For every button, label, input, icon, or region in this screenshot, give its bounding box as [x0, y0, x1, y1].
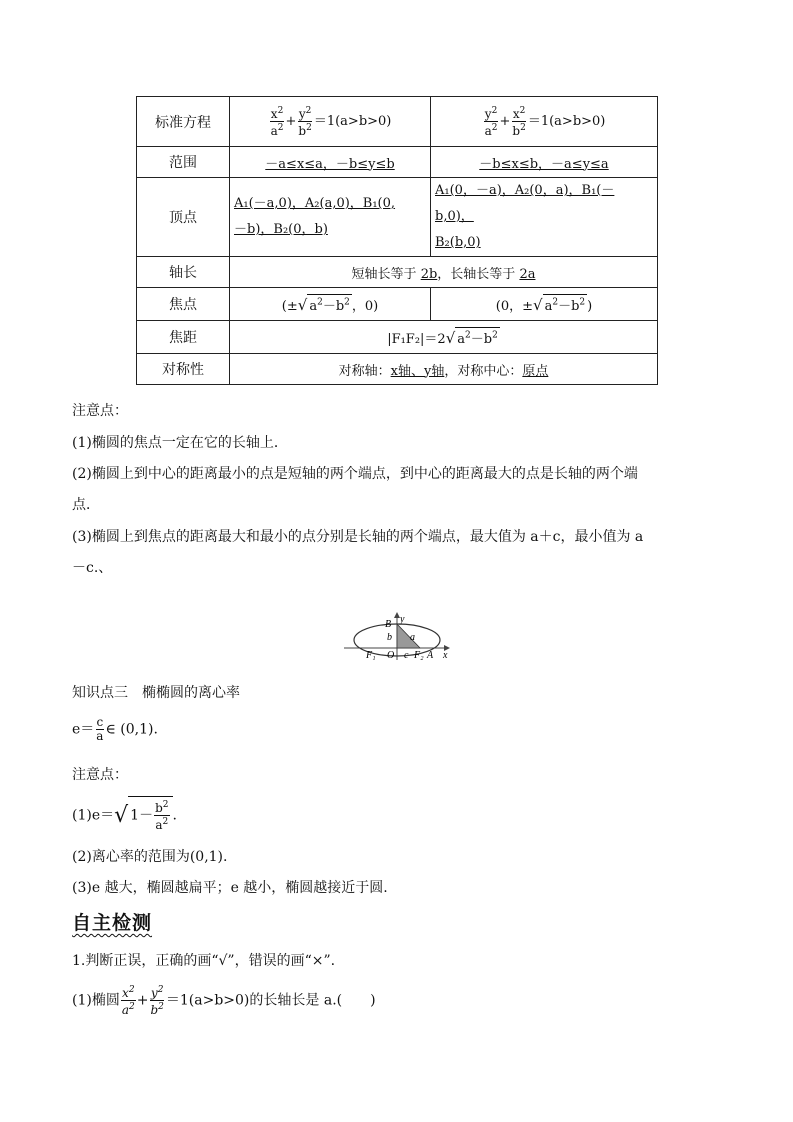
- foci-x-major: (±√ $a^2-b^2$ ，0): [230, 288, 431, 321]
- row-axis-length: [137, 257, 658, 288]
- text: 短轴长等于: [351, 266, 417, 282]
- label-x: x: [443, 650, 448, 661]
- eccentricity-formula: [72, 716, 158, 743]
- ellipse-diagram: [340, 612, 460, 662]
- axis-length-cell: [230, 257, 658, 288]
- fraction: $\frac{c}{a}$: [96, 715, 104, 743]
- label-y: y: [400, 614, 405, 625]
- equation-rhs: ＝1(a>b>0): [527, 114, 606, 129]
- vertices-y-major: [431, 178, 658, 257]
- label-B: B: [385, 619, 392, 630]
- vertices-line: －b)，B₂(0，b): [234, 222, 328, 237]
- fraction: $\frac{y^2}{a^2}$: [484, 106, 498, 138]
- text: ，0): [351, 299, 379, 314]
- text: ，长轴长等于: [437, 266, 516, 282]
- section-title: 知识点三 椭椭圆的离心率: [72, 685, 240, 701]
- note-2a: (2)椭圆上到中心的距离最小的点是短轴的两个端点，到中心的距离最大的点是长轴的两个端: [72, 466, 638, 482]
- label-F1: F₁: [366, 650, 376, 661]
- label-O: O: [387, 650, 395, 661]
- row-head: 标准方程: [137, 97, 230, 147]
- symmetry-cell: [230, 354, 658, 385]
- vertices-line: A₁(0，－a)，A₂(0，a)，B₁(－b,0)，: [435, 183, 615, 224]
- row-symmetry: [137, 354, 658, 385]
- label-a: a: [410, 632, 415, 643]
- fraction: $\frac{y^2}{b^2}$: [298, 106, 312, 138]
- fraction: $\frac{y^2}{b^2}$: [150, 985, 164, 1017]
- note-3b: －c.、: [72, 560, 113, 576]
- text: e＝: [72, 721, 95, 738]
- eccentricity-note-1: (1)e＝√ 1－ $\frac{b^2}{a^2}$ .: [72, 796, 177, 832]
- text: |F₁F₂|＝2: [387, 332, 446, 347]
- text: (1)e＝: [72, 807, 115, 824]
- equation-x-major: $\frac{x^2}{a^2}$ + $\frac{y^2}{b^2}$ ＝1(a>b>0): [230, 97, 431, 147]
- row-head: 焦点: [137, 288, 230, 321]
- focal-distance-cell: |F₁F₂|＝2√ $a^2-b^2$: [230, 321, 658, 354]
- row-vertices: [137, 178, 658, 257]
- text: (±: [281, 299, 298, 314]
- focal-triangle: [397, 624, 420, 648]
- row-foci: [137, 288, 658, 321]
- text: ，对称中心：: [444, 363, 523, 379]
- fraction: $\frac{x^2}{a^2}$: [121, 985, 135, 1017]
- row-head: 顶点: [137, 178, 230, 257]
- question-1: 1.判断正误，正确的画“√”，错误的画“×”.: [72, 953, 336, 969]
- vertices-x-major: [230, 178, 431, 257]
- text: (0，±: [495, 299, 534, 314]
- vertices-line: B₂(b,0): [435, 235, 481, 250]
- row-head: 范围: [137, 147, 230, 178]
- fraction: $\frac{x^2}{a^2}$: [270, 106, 284, 138]
- row-focal-distance: [137, 321, 658, 354]
- equation-rhs: ＝1(a>b>0): [313, 114, 392, 129]
- label-F2: F₂: [414, 650, 424, 661]
- row-range: [137, 147, 658, 178]
- text: 对称轴：: [338, 363, 391, 379]
- eccentricity-note-3: (3)e 越大，椭圆越扁平；e 越小，椭圆越接近于圆.: [72, 880, 388, 896]
- label-A: A: [427, 650, 434, 661]
- fraction: $\frac{b^2}{a^2}$: [155, 800, 169, 832]
- ellipse-properties-table: [136, 96, 658, 385]
- question-1-1: (1)椭圆 $\frac{x^2}{a^2}$ + $\frac{y^2}{b^2}$ ＝1(a>b>0)的长轴长是 a.( ): [72, 985, 376, 1017]
- text: ＝1(a>b>0)的长轴长是 a.( ): [165, 992, 376, 1009]
- row-head: 焦距: [137, 321, 230, 354]
- note-1: (1)椭圆的焦点一定在它的长轴上．: [72, 435, 288, 451]
- range-y-major: －b≤x≤b，－a≤y≤a: [431, 147, 658, 178]
- label-c: c: [404, 650, 409, 661]
- label-b: b: [387, 632, 392, 643]
- vertices-line: A₁(－a,0)，A₂(a,0)，B₁(0,: [234, 196, 396, 211]
- row-head: 轴长: [137, 257, 230, 288]
- text: ): [587, 299, 593, 314]
- row-head: 对称性: [137, 354, 230, 385]
- symmetry-axes: x轴、y轴: [390, 363, 445, 379]
- note-3a: (3)椭圆上到焦点的距离最大和最小的点分别是长轴的两个端点，最大值为 a＋c，最小值为 a: [72, 529, 644, 545]
- text: ∈ (0,1).: [105, 721, 158, 738]
- short-axis-value: 2b: [420, 266, 438, 282]
- equation-y-major: $\frac{y^2}{a^2}$ + $\frac{x^2}{b^2}$ ＝1(a>b>0): [431, 97, 658, 147]
- symmetry-center: 原点: [522, 363, 549, 379]
- long-axis-value: 2a: [519, 266, 536, 282]
- notes-title: 注意点：: [72, 767, 128, 783]
- eccentricity-note-2: (2)离心率的范围为(0,1).: [72, 849, 228, 865]
- fraction: $\frac{x^2}{b^2}$: [512, 106, 526, 138]
- note-2b: 点．: [72, 497, 100, 513]
- row-standard-equation: [137, 97, 658, 147]
- foci-y-major: (0，±√ $a^2-b^2$ ): [431, 288, 658, 321]
- notes-title: 注意点：: [72, 403, 128, 419]
- text: (1)椭圆: [72, 992, 120, 1009]
- range-x-major: －a≤x≤a，－b≤y≤b: [230, 147, 431, 178]
- self-check-title: 自主检测: [72, 912, 153, 934]
